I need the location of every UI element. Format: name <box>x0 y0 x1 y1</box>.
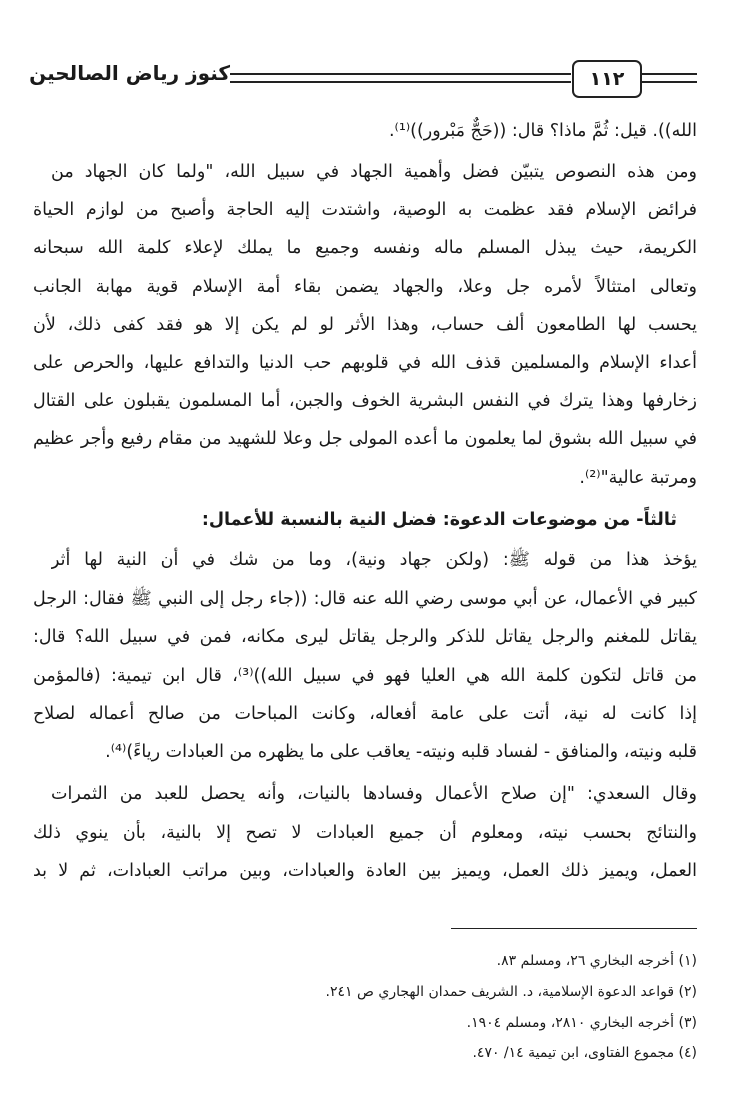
text-line: قلبه ونيته، والمنافق - لفساد قلبه ونيته- يعاقب على ما يظهره من العبادات رياءً)⁽⁴⁾. <box>105 742 697 762</box>
page-number: ١١٢ <box>572 60 642 98</box>
text-line: من قاتل لتكون كلمة الله هي العليا فهو في سبيل الله))⁽³⁾، قال ابن تيمية: (فالمؤمن <box>33 666 697 686</box>
text-line: كبير في الأعمال، عن أبي موسى رضي الله عنه قال: ((جاء رجل إلى النبي ﷺ فقال: الرجل <box>33 589 697 609</box>
text-line: إذا كانت له نية، أتت على عامة أفعاله، وكانت المباحات من صالح أعماله لصلاح <box>33 704 697 724</box>
footnote: (٤) مجموع الفتاوى، ابن تيمية ١٤/ ٤٧٠. <box>472 1045 697 1061</box>
text-line: الكريمة، حيث يبذل المسلم ماله ونفسه وجميع ما يملك لإعلاء كلمة الله سبحانه <box>33 238 697 258</box>
footnote: (٢) قواعد الدعوة الإسلامية، د. الشريف حمدان الهجاري ص ٢٤١. <box>325 984 697 1000</box>
text-line: زخارفها وهذا يترك في النفس البشرية الخوف والجبن، أما المسلمون يقبلون على القتال <box>33 391 697 411</box>
footnote: (٣) أخرجه البخاري ٢٨١٠، ومسلم ١٩٠٤. <box>466 1015 697 1031</box>
header-rule-right <box>642 73 697 83</box>
text-line: ومرتبة عالية"⁽²⁾. <box>579 468 697 488</box>
footnote-separator <box>451 928 697 929</box>
book-title: كنوز رياض الصالحين <box>29 61 230 85</box>
text-line: العمل، ويميز ذلك العمل، ويميز بين العادة والعبادات، وبين مراتب العبادات، ثم لا بد <box>33 861 697 881</box>
text-line: ومن هذه النصوص يتبيّن فضل وأهمية الجهاد في سبيل الله، "ولما كان الجهاد من <box>51 162 697 182</box>
text-line: والنتائج بحسب نيته، ومعلوم أن جميع العبادات لا تصح إلا بالنية، بأن ينوي ذلك <box>33 823 697 843</box>
text-line: وقال السعدي: "إن صلاح الأعمال وفسادها بالنيات، وأنه يحصل للعبد من الثمرات <box>51 784 697 804</box>
text-line: يؤخذ هذا من قوله ﷺ: (ولكن جهاد ونية)، وما من شك في أن النية لها أثر <box>51 550 697 570</box>
text-line: الله)). قيل: ثُمَّ ماذا؟ قال: ((حَجٌّ مَبْرور))⁽¹⁾. <box>388 121 697 141</box>
footnote: (١) أخرجه البخاري ٢٦، ومسلم ٨٣. <box>496 953 697 969</box>
section-heading: ثالثاً- من موضوعات الدعوة: فضل النية بالنسبة للأعمال: <box>201 510 677 530</box>
text-line: يحسب لها الطامعون ألف حساب، وهذا الأثر لو لم يكن إلا هو فقد كفى ذلك، لأن <box>33 315 697 335</box>
text-line: أعداء الإسلام والمسلمين قذف الله في قلوبهم حب الدنيا والتدافع عليها، والحرص على <box>33 353 697 373</box>
text-line: فرائض الإسلام فقد عظمت به الوصية، واشتدت إليه الحاجة وأصبح من لوازم الحياة <box>33 200 697 220</box>
text-line: وتعالى امتثالاً لأمره جل وعلا، والجهاد يضمن بقاء أمة الإسلام قوية مهابة الجانب <box>33 277 697 297</box>
text-line: يقاتل للمغنم والرجل يقاتل للذكر والرجل يقاتل ليرى مكانه، فمن في سبيل الله؟ قال: <box>33 627 697 647</box>
header-rule <box>230 73 571 83</box>
text-line: في سبيل الله بشوق لما يعلمون ما أعده المولى جل وعلا للشهيد من مقام رفيع وأجر عظيم <box>33 429 697 449</box>
